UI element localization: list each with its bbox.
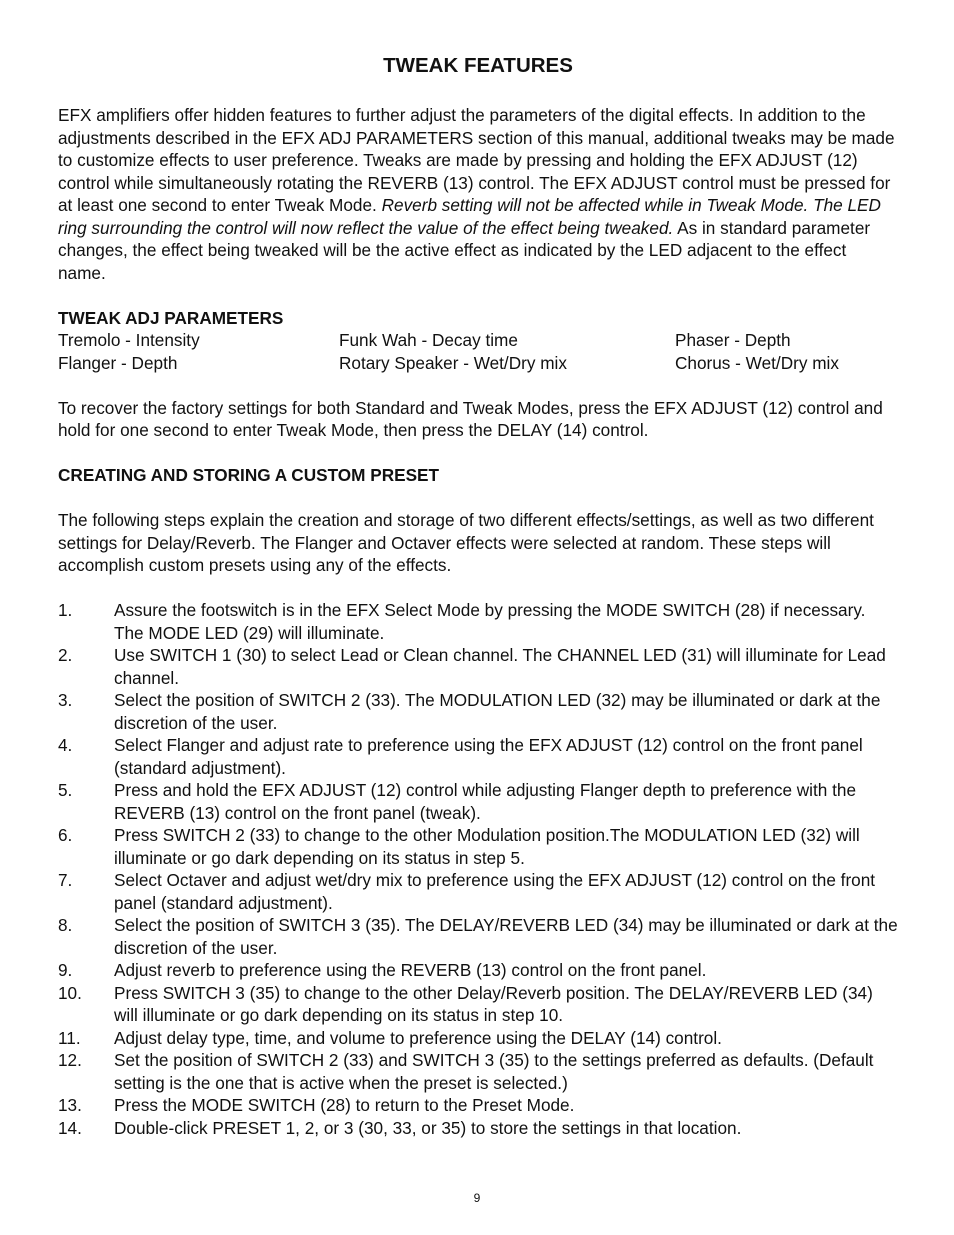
- step-number: 14.: [58, 1117, 82, 1138]
- recover-paragraph: To recover the factory settings for both Standard and Tweak Modes, press the EFX ADJUST (12) control and hold for one second to enter Tweak Mode, then press the DELAY (14) control.: [58, 397, 883, 440]
- param-item: Tremolo - Intensity: [58, 330, 200, 350]
- step-number: 6.: [58, 825, 73, 845]
- spacer: [58, 577, 898, 600]
- step-number: 5.: [58, 780, 73, 800]
- step-item: [58, 644, 898, 689]
- tweak-params-heading: TWEAK ADJ PARAMETERS: [58, 307, 284, 328]
- step-item: [58, 959, 898, 982]
- page-title: TWEAK FEATURES: [383, 54, 573, 77]
- step-text: Press and hold the EFX ADJUST (12) control while adjusting Flanger depth to preference with the REVERB (13) control on the front panel (tweak).: [114, 780, 857, 823]
- intro-text-1: EFX amplifiers offer hidden features to further adjust the parameters of the digital effects. In addition to the adjustments described in the EFX ADJ PARAMETERS section of this manual, additional tweaks may be made to customize effects to user preference. Tweaks are made by pressing and holding the EFX ADJUST (12) control while simultaneously rotating the REVERB (13) control. The EFX ADJUST control must be pressed for at least one second to enter Tweak Mode.: [58, 105, 895, 215]
- step-item: [58, 824, 898, 869]
- spacer: [58, 487, 898, 510]
- step-text: Select Flanger and adjust rate to preference using the EFX ADJUST (12) control on the front panel (standard adjustment).: [114, 735, 863, 778]
- step-text: Adjust delay type, time, and volume to preference using the DELAY (14) control.: [114, 1027, 722, 1048]
- step-item: [58, 734, 898, 779]
- param-item: Rotary Speaker - Wet/Dry mix: [339, 352, 567, 373]
- step-text: Set the position of SWITCH 2 (33) and SWITCH 3 (35) to the settings preferred as defaults. (Default setting is the one that is active when the preset is selected.): [114, 1050, 874, 1093]
- custom-preset-heading: CREATING AND STORING A CUSTOM PRESET: [58, 465, 440, 485]
- intro-paragraph: [58, 104, 898, 284]
- step-text: Press SWITCH 2 (33) to change to the other Modulation position.The MODULATION LED (32) will illuminate or go dark depending on its status in step 5.: [114, 825, 860, 868]
- tweak-params-grid: [58, 329, 898, 374]
- step-number: 4.: [58, 735, 73, 755]
- spacer: [58, 284, 898, 307]
- spacer: [58, 442, 898, 465]
- intro-text-2: As in standard parameter changes, the effect being tweaked will be the active effect as indicated by the LED adjacent to the effect name.: [58, 217, 871, 283]
- custom-preset-intro: The following steps explain the creation and storage of two different effects/settings, as well as two different settings for Delay/Reverb. The Flanger and Octaver effects were selected at random. These steps will accomplish custom presets using any of the effects.: [58, 510, 874, 575]
- step-item: [58, 1117, 898, 1140]
- manual-page: [58, 53, 898, 1139]
- step-text: Select the position of SWITCH 3 (35). The DELAY/REVERB LED (34) may be illuminated or dark at the discretion of the user.: [114, 915, 898, 958]
- step-text: Select the position of SWITCH 2 (33). The MODULATION LED (32) may be illuminated or dark at the discretion of the user.: [114, 690, 881, 733]
- step-item: [58, 1049, 898, 1094]
- step-item: [58, 869, 898, 914]
- step-number: 9.: [58, 960, 73, 980]
- param-item: Phaser - Depth: [675, 330, 791, 350]
- step-item: [58, 689, 898, 734]
- step-number: 1.: [58, 600, 73, 620]
- step-text: Select Octaver and adjust wet/dry mix to preference using the EFX ADJUST (12) control on the front panel (standard adjustment).: [114, 870, 876, 913]
- step-item: [58, 982, 898, 1027]
- step-number: 11.: [58, 1027, 81, 1048]
- step-text: Press the MODE SWITCH (28) to return to the Preset Mode.: [114, 1095, 575, 1115]
- param-item: Chorus - Wet/Dry mix: [675, 352, 839, 373]
- step-number: 7.: [58, 870, 73, 890]
- spacer: [58, 374, 898, 397]
- step-text: Press SWITCH 3 (35) to change to the other Delay/Reverb position. The DELAY/REVERB LED (34) will illuminate or go dark depending on its status in step 10.: [114, 982, 873, 1025]
- step-text: Double-click PRESET 1, 2, or 3 (30, 33, or 35) to store the settings in that location.: [114, 1117, 742, 1138]
- steps-list: [58, 599, 898, 1139]
- page-number: 9: [473, 1191, 481, 1205]
- param-item: Flanger - Depth: [58, 352, 178, 373]
- step-item: [58, 1027, 898, 1050]
- step-number: 12.: [58, 1050, 82, 1070]
- step-number: 13.: [58, 1095, 82, 1115]
- param-item: Funk Wah - Decay time: [339, 330, 518, 350]
- step-number: 3.: [58, 690, 73, 710]
- step-text: Use SWITCH 1 (30) to select Lead or Clean channel. The CHANNEL LED (31) will illuminate for Lead channel.: [114, 645, 886, 688]
- step-text: Adjust reverb to preference using the REVERB (13) control on the front panel.: [114, 960, 707, 980]
- step-number: 10.: [58, 982, 82, 1003]
- step-number: 8.: [58, 915, 73, 935]
- intro-italic-note: Reverb setting will not be affected while in Tweak Mode. The LED ring surrounding the control will now reflect the value of the effect being tweaked.: [58, 195, 881, 238]
- step-item: [58, 1094, 898, 1117]
- step-item: [58, 599, 898, 644]
- step-number: 2.: [58, 645, 73, 665]
- step-item: [58, 914, 898, 959]
- step-item: [58, 779, 898, 824]
- step-text: Assure the footswitch is in the EFX Select Mode by pressing the MODE SWITCH (28) if necessary. The MODE LED (29) will illuminate.: [114, 600, 866, 643]
